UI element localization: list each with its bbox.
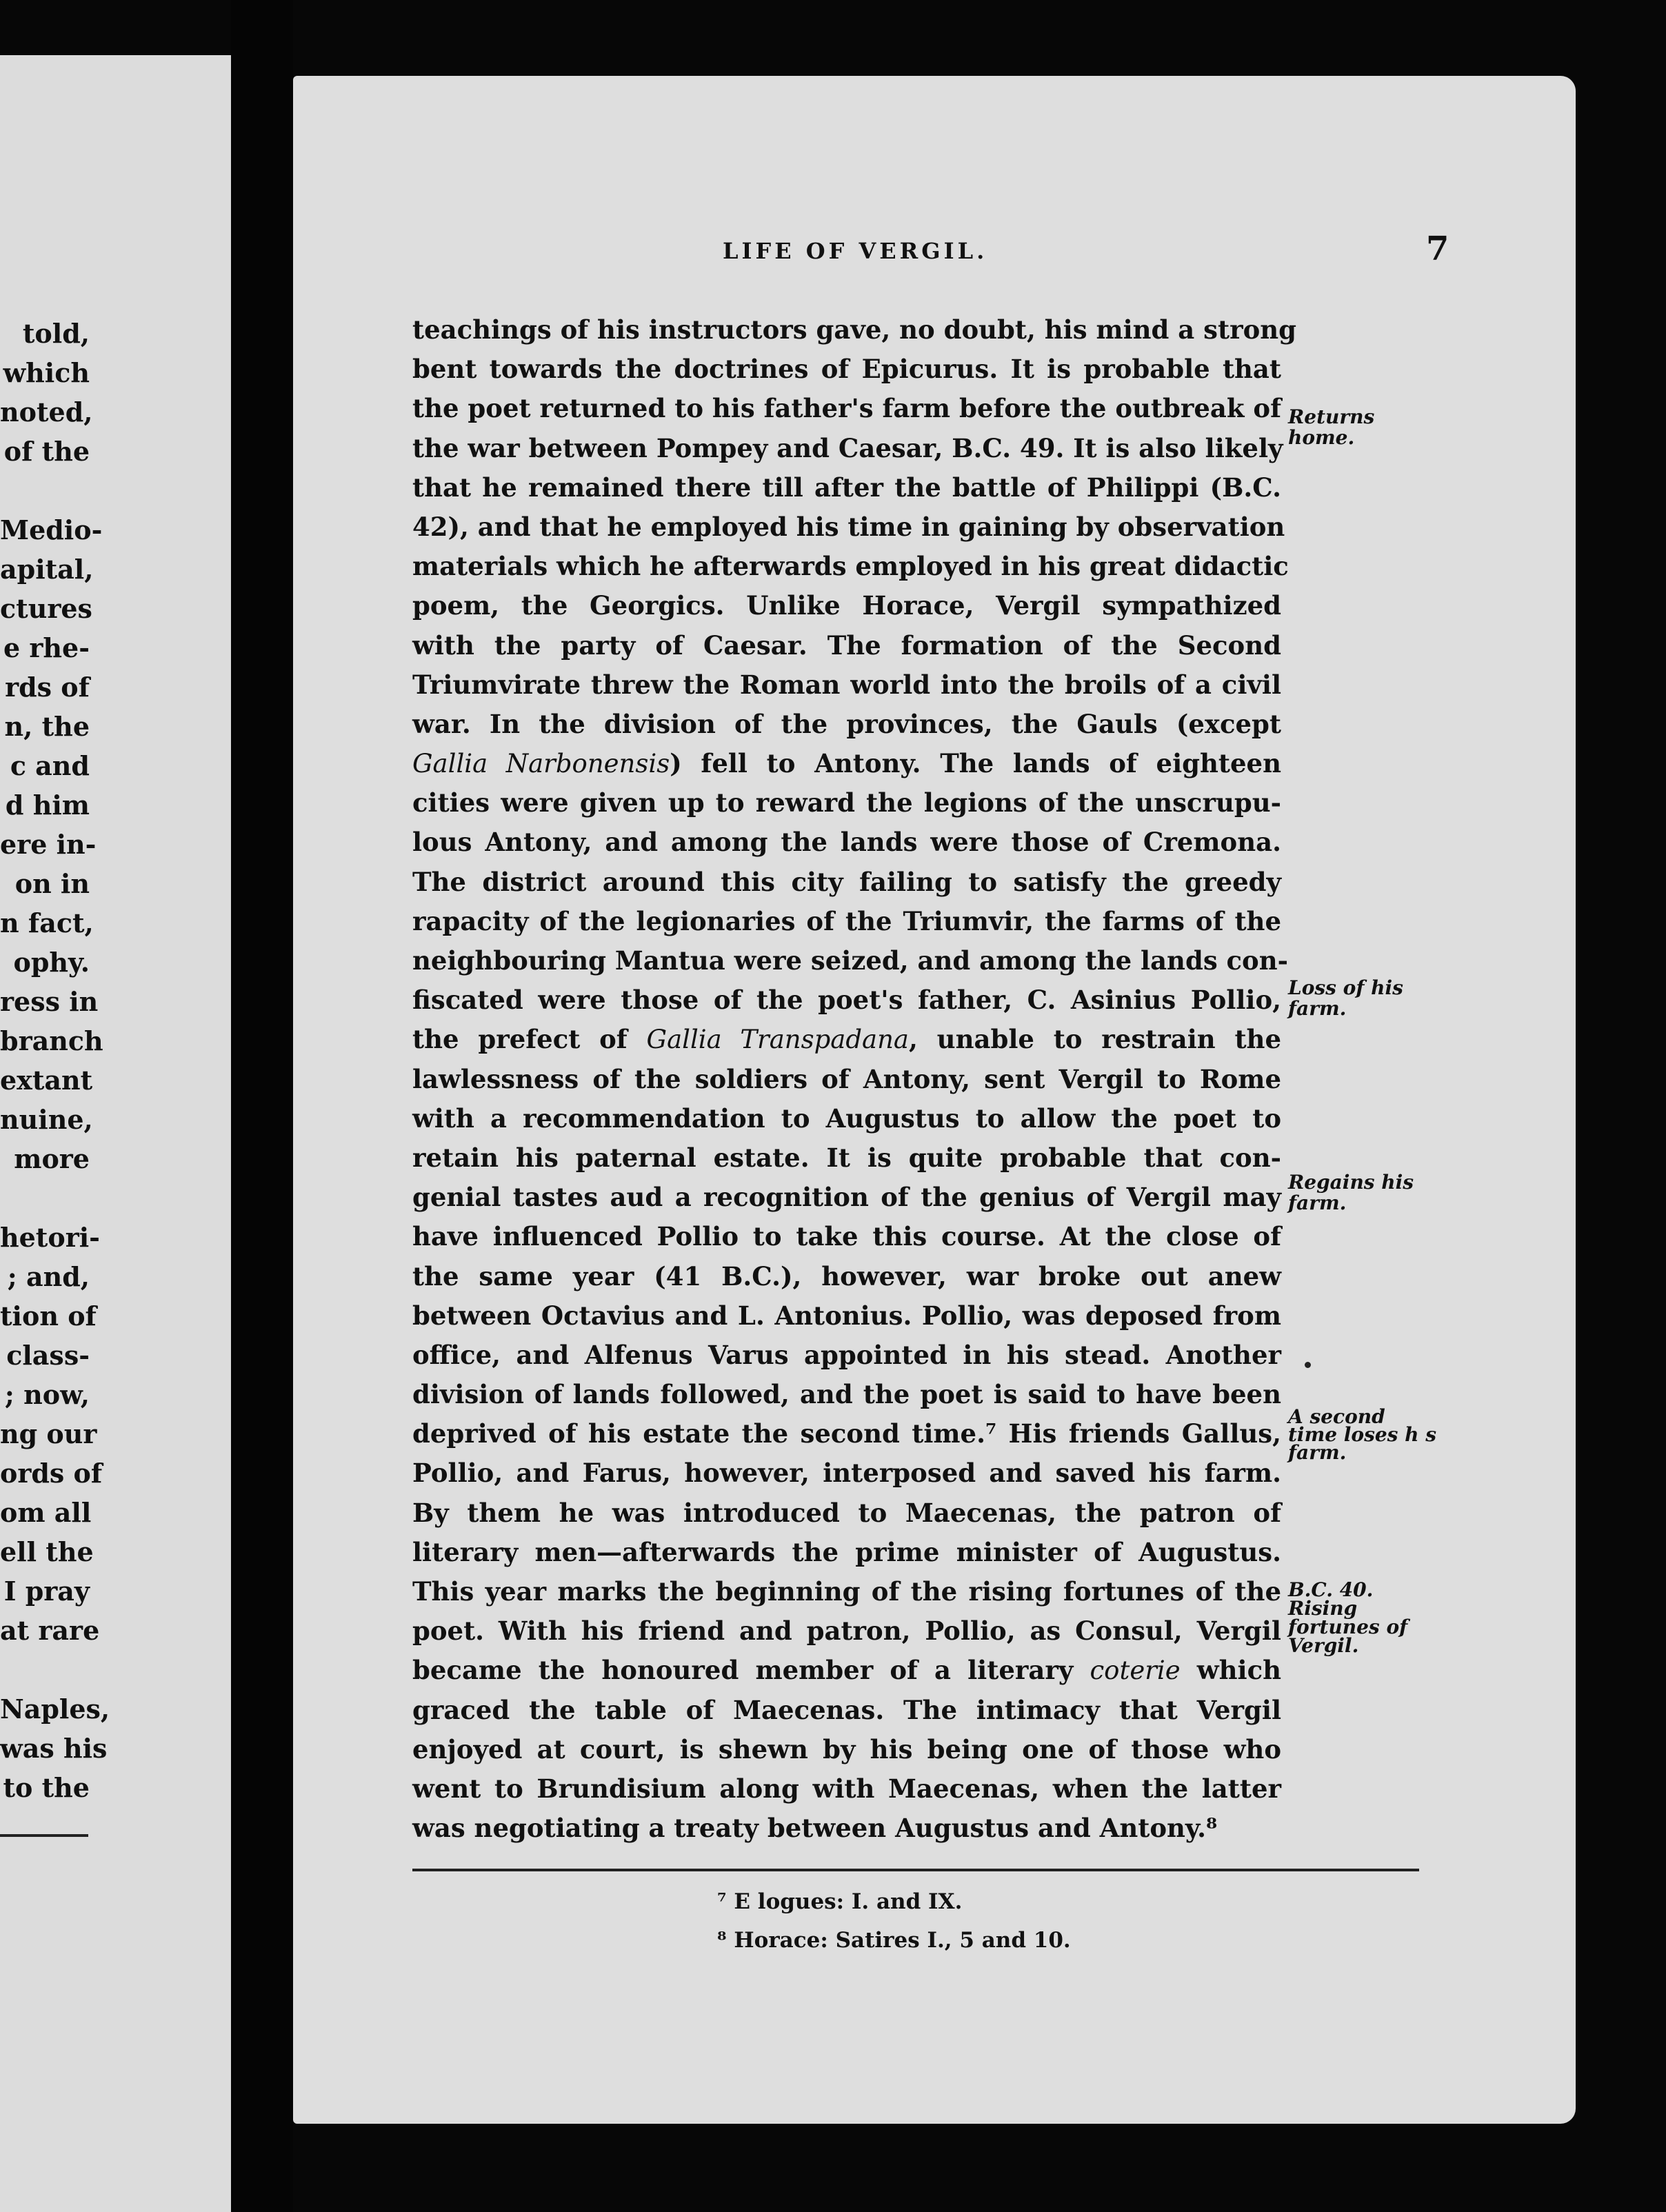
body-line: the same year (41 B.C.), however, war broke out anew <box>412 1260 1281 1291</box>
left-page-line: which <box>3 357 90 388</box>
sidenote-rising-fortunes <box>1288 1580 1407 1655</box>
body-line: neighbouring Mantua were seized, and among the lands con- <box>412 945 1288 976</box>
body-line: with a recommendation to Augustus to allow the poet to <box>412 1103 1281 1134</box>
left-page-line: nuine, <box>0 1104 93 1135</box>
left-page-line: at rare <box>0 1615 100 1646</box>
body-line: poet. With his friend and patron, Pollio, as Consul, Vergil <box>412 1616 1281 1647</box>
left-page-line: on in <box>14 868 90 899</box>
left-page-line: was his <box>0 1733 108 1764</box>
body-line: teachings of his instructors gave, no doubt, his mind a strong <box>412 314 1297 345</box>
left-page-line <box>0 471 90 510</box>
body-line: was negotiating a treaty between Augustus and Antony.⁸ <box>412 1813 1218 1844</box>
italic-phrase: Gallia Transpadana <box>646 1025 909 1055</box>
left-page-line: ; now, <box>4 1379 90 1410</box>
left-page-line: to the <box>3 1772 90 1803</box>
left-page-line: Naples, <box>0 1693 110 1725</box>
sidenote-line: time loses h s <box>1288 1423 1437 1446</box>
footnote-7: ⁷ E logues: I. and IX. <box>717 1889 963 1914</box>
body-line: division of lands followed, and the poet is said to have been <box>412 1379 1281 1410</box>
body-line: the prefect of Gallia Transpadana, unable to restrain the <box>412 1024 1281 1055</box>
body-text <box>412 310 1297 1848</box>
sidenote-line: Returns <box>1288 405 1375 428</box>
body-line: the poet returned to his father's farm before the outbreak of <box>412 393 1281 424</box>
left-page-line: n, the <box>4 711 90 742</box>
sidenote-line: B.C. 40. <box>1288 1578 1374 1601</box>
left-page-line: told, <box>22 318 90 349</box>
left-page-line: ophy. <box>13 947 90 978</box>
footnote-rule <box>412 1869 1419 1871</box>
left-page-line: more <box>14 1143 90 1174</box>
sidenote-line: Rising <box>1288 1597 1358 1620</box>
body-line: poem, the Georgics. Unlike Horace, Vergil sympathized <box>412 590 1281 621</box>
body-line: Pollio, and Farus, however, interposed and saved his farm. <box>412 1458 1281 1489</box>
left-page-line: c and <box>10 750 90 781</box>
body-line: the war between Pompey and Caesar, B.C. 49. It is also likely <box>412 432 1283 463</box>
body-line: retain his paternal estate. It is quite probable that con- <box>412 1142 1281 1173</box>
footnotes <box>717 1882 1071 1960</box>
body-line: became the honoured member of a literary coterie which <box>412 1655 1281 1686</box>
left-page-text <box>0 314 110 1807</box>
left-page-line <box>0 1650 90 1689</box>
left-page-line: ng our <box>0 1418 97 1449</box>
body-line: lous Antony, and among the lands were those of Cremona. <box>412 827 1281 858</box>
left-page-line: I pray <box>3 1576 90 1607</box>
sidenote-line: farm. <box>1288 997 1347 1020</box>
page-number: 7 <box>1426 230 1449 268</box>
left-page-line: Medio- <box>0 514 103 545</box>
body-line: have influenced Pollio to take this course. At the close of <box>412 1221 1281 1252</box>
body-line: Gallia Narbonensis) fell to Antony. The lands of eighteen <box>412 748 1281 779</box>
sidenote-line: A second <box>1288 1405 1385 1428</box>
body-line: between Octavius and L. Antonius. Pollio, was deposed from <box>412 1300 1281 1331</box>
left-page-line: apital, <box>0 554 94 585</box>
left-page-line: ere in- <box>0 829 97 860</box>
sidenote-line: farm. <box>1288 1192 1347 1214</box>
left-page-line: class- <box>6 1340 90 1371</box>
italic-phrase: coterie <box>1090 1656 1181 1686</box>
sidenote-loss-of-farm <box>1288 978 1403 1019</box>
sidenote-line: Regains his <box>1288 1171 1414 1194</box>
body-line: 42), and that he employed his time in gaining by observation <box>412 511 1285 542</box>
body-line: This year marks the beginning of the rising fortunes of the <box>412 1576 1281 1607</box>
sidenote-line: farm. <box>1288 1441 1347 1464</box>
stray-mark <box>1305 1362 1311 1368</box>
left-page-line: ctures <box>0 593 92 624</box>
left-page-line: n fact, <box>0 907 94 938</box>
book-gutter <box>231 0 293 2212</box>
body-line: literary men—afterwards the prime minister of Augustus. <box>412 1536 1281 1567</box>
sidenote-line: Loss of his <box>1288 976 1403 999</box>
body-line: war. In the division of the provinces, the Gauls (except <box>412 708 1281 739</box>
body-line: bent towards the doctrines of Epicurus. It is probable that <box>412 354 1281 385</box>
sidenote-line: home. <box>1288 426 1355 449</box>
left-page-footnote-rule <box>0 1834 88 1837</box>
left-page-line: d him <box>5 790 90 821</box>
body-line: lawlessness of the soldiers of Antony, sent Vergil to Rome <box>412 1063 1281 1094</box>
body-line: materials which he afterwards employed in his great didactic <box>412 551 1289 582</box>
body-line: Triumvirate threw the Roman world into the broils of a civil <box>412 669 1281 700</box>
footnote-8: ⁸ Horace: Satires I., 5 and 10. <box>717 1928 1071 1953</box>
body-line: fiscated were those of the poet's father, C. Asinius Pollio, <box>412 985 1281 1016</box>
body-line: rapacity of the legionaries of the Triumvir, the farms of the <box>412 905 1281 936</box>
sidenote-regains-farm <box>1288 1172 1414 1214</box>
body-line: By them he was introduced to Maecenas, the patron of <box>412 1497 1281 1528</box>
body-line: with the party of Caesar. The formation of the Second <box>412 630 1281 661</box>
sidenote-line: fortunes of <box>1288 1616 1408 1638</box>
left-page-line: noted, <box>0 396 93 428</box>
running-title: LIFE OF VERGIL. <box>723 238 988 264</box>
left-page-line: e rhe- <box>3 632 90 663</box>
left-page-line: om all <box>0 1497 92 1528</box>
left-page-line: ell the <box>0 1536 94 1567</box>
left-page-line: branch <box>0 1025 103 1056</box>
sidenote-second-loss <box>1288 1405 1437 1464</box>
left-page-line <box>0 1178 90 1218</box>
italic-phrase: Gallia Narbonensis <box>412 749 670 779</box>
body-line: that he remained there till after the battle of Philippi (B.C. <box>412 472 1281 503</box>
sidenote-returns-home <box>1288 407 1374 448</box>
left-page-line: rds of <box>5 672 90 703</box>
body-line: graced the table of Maecenas. The intimacy that Vergil <box>412 1694 1281 1725</box>
body-line: The district around this city failing to satisfy the greedy <box>412 866 1281 897</box>
left-page-line: hetori- <box>0 1222 100 1253</box>
left-page-line: tion of <box>0 1300 97 1331</box>
left-page-line: ress in <box>0 986 99 1017</box>
body-line: went to Brundisium along with Maecenas, when the latter <box>412 1773 1281 1804</box>
body-line: deprived of his estate the second time.⁷ His friends Gallus, <box>412 1418 1281 1449</box>
left-page-line: extant <box>0 1065 93 1096</box>
left-page-line: of the <box>3 436 90 467</box>
body-line: cities were given up to reward the legions of the unscrupu- <box>412 787 1281 818</box>
body-line: genial tastes aud a recognition of the genius of Vergil may <box>412 1182 1281 1213</box>
left-page-line: ords of <box>0 1458 103 1489</box>
body-line: office, and Alfenus Varus appointed in his stead. Another <box>412 1339 1281 1370</box>
sidenote-line: Vergil. <box>1288 1634 1359 1657</box>
left-page-line: ; and, <box>7 1261 90 1292</box>
body-line: enjoyed at court, is shewn by his being one of those who <box>412 1733 1281 1764</box>
